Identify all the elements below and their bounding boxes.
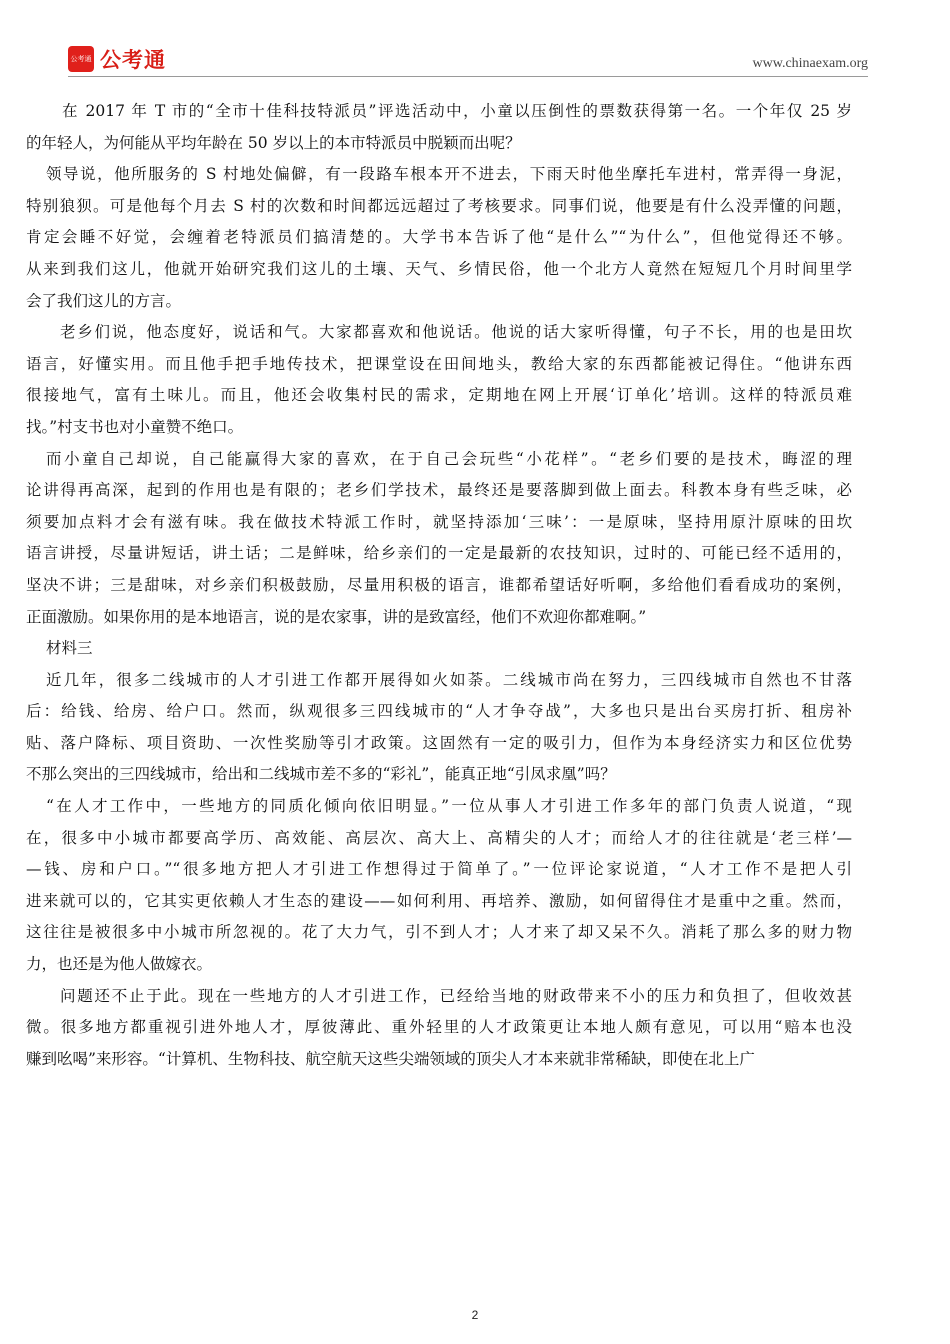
page-header [68, 40, 868, 76]
text-line: 坚决不讲；三是甜味，对乡亲们积极鼓励，尽量用积极的语言，谁都希望话好听啊，多给他们看看成功的案例， [26, 575, 852, 594]
paragraph [26, 159, 852, 317]
text-line: “在人才工作中，一些地方的同质化倾向依旧明显。”一位从事人才引进工作多年的部门负责人说道，“现 [46, 797, 852, 816]
text-line: 问题还不止于此。现在一些地方的人才引进工作，已经给当地的财政带来不小的压力和负担了，但收效甚 [60, 986, 852, 1005]
logo-text: 公考通 [100, 48, 166, 72]
text-line: 力，也还是为他人做嫁衣。 [26, 955, 213, 974]
text-line: —钱、房和户口。”“很多地方把人才引进工作想得过于简单了。”一位评论家说道，“人才工作不是把人引 [26, 860, 852, 879]
text-line: 不那么突出的三四线城市，给出和二线城市差不多的“彩礼”，能真正地“引凤求凰”吗？ [26, 765, 616, 784]
paragraph [26, 791, 852, 981]
text-line: 贴、落户降标、项目资助、一次性奖励等引才政策。这固然有一定的吸引力，但作为本身经济实力和区位优势 [26, 733, 852, 752]
text-line: 很接地气，富有土味儿。而且，他还会收集村民的需求，定期地在网上开展‘订单化’培训。这样的特派员难 [26, 386, 852, 405]
site-url[interactable]: www.chinaexam.org [752, 56, 868, 71]
text-line: 找。”村支书也对小童赞不绝口。 [26, 417, 244, 436]
text-line: 赚到吆喝”来形容。“计算机、生物科技、航空航天这些尖端领域的顶尖人才本来就非常稀缺，即使在北上广 [26, 1049, 755, 1068]
text-line: 正面激励。如果你用的是本地语言，说的是农家事，讲的是致富经，他们不欢迎你都难啊。” [26, 607, 647, 626]
text-line: 老乡们说，他态度好，说话和气。大家都喜欢和他说话。他说的话大家听得懂，句子不长，用的也是田坎 [60, 323, 852, 342]
paragraph [26, 96, 852, 159]
text-line: 论讲得再高深，起到的作用也是有限的；老乡们学技术，最终还是要落脚到做上面去。科教本身有些乏味，必 [26, 481, 852, 500]
text-line: 特别狼狈。可是他每个月去 S 村的次数和时间都远远超过了考核要求。同事们说，他要是有什么没弄懂的问题， [26, 196, 852, 215]
paragraph [26, 633, 852, 665]
text-line: 的年轻人，为何能从平均年龄在 50 岁以上的本市特派员中脱颖而出呢？ [26, 133, 521, 152]
text-line: 肯定会睡不好觉，会缠着老特派员们搞清楚的。大学书本告诉了他“是什么”“为什么”，但他觉得还不够。 [26, 228, 852, 247]
text-line: 语言，好懂实用。而且他手把手地传技术，把课堂设在田间地头，教给大家的东西都能被记得住。“他讲东西 [26, 354, 852, 373]
paragraph [26, 981, 852, 1076]
paragraph [26, 444, 852, 634]
text-line: 会了我们这儿的方言。 [26, 291, 182, 310]
text-line: 进来就可以的，它其实更依赖人才生态的建设——如何利用、再培养、激励，如何留得住才是重中之重。然而， [26, 891, 852, 910]
logo [68, 44, 166, 74]
text-line: 微。很多地方都重视引进外地人才，厚彼薄此、重外轻里的人才政策更让本地人颇有意见，可以用“赔本也没 [26, 1018, 852, 1037]
text-line: 而小童自己却说，自己能赢得大家的喜欢，在于自己会玩些“小花样”。“老乡们要的是技术，晦涩的理 [46, 449, 852, 468]
logo-badge-icon: 公考通 [68, 46, 94, 72]
text-line: 近几年，很多二线城市的人才引进工作都开展得如火如荼。二线城市尚在努力，三四线城市自然也不甘落 [46, 670, 852, 689]
text-line: 从来到我们这儿，他就开始研究我们这儿的土壤、天气、乡情民俗，他一个北方人竟然在短短几个月时间里学 [26, 259, 852, 278]
document-body [26, 96, 852, 1075]
text-line: 在 2017 年 T 市的“全市十佳科技特派员”评选活动中，小童以压倒性的票数获得第一名。一个年仅 25 岁 [62, 102, 852, 120]
text-line: 后：给钱、给房、给户口。然而，纵观很多三四线城市的“人才争夺战”，大多也只是出台买房打折、租房补 [26, 702, 852, 721]
paragraph [26, 665, 852, 791]
paragraph [26, 317, 852, 443]
text-line: 须要加点料才会有滋有味。我在做技术特派工作时，就坚持添加‘三味’：一是原味，坚持用原汁原味的田坎 [26, 512, 852, 531]
header-divider [68, 76, 868, 77]
text-line: 语言讲授，尽量讲短话，讲土话；二是鲜味，给乡亲们的一定是最新的农技知识，过时的、可能已经不适用的， [26, 544, 852, 563]
text-line: 领导说，他所服务的 S 村地处偏僻，有一段路车根本开不进去，下雨天时他坐摩托车进村，常弄得一身泥， [46, 165, 852, 184]
text-line: 在，很多中小城市都要高学历、高效能、高层次、高大上、高精尖的人才；而给人才的往往就是‘老三样’— [26, 828, 852, 847]
page-number: 2 [471, 1308, 479, 1322]
text-line: 材料三 [46, 639, 93, 658]
text-line: 这往往是被很多中小城市所忽视的。花了大力气，引不到人才；人才来了却又呆不久。消耗了那么多的财力物 [26, 923, 852, 942]
